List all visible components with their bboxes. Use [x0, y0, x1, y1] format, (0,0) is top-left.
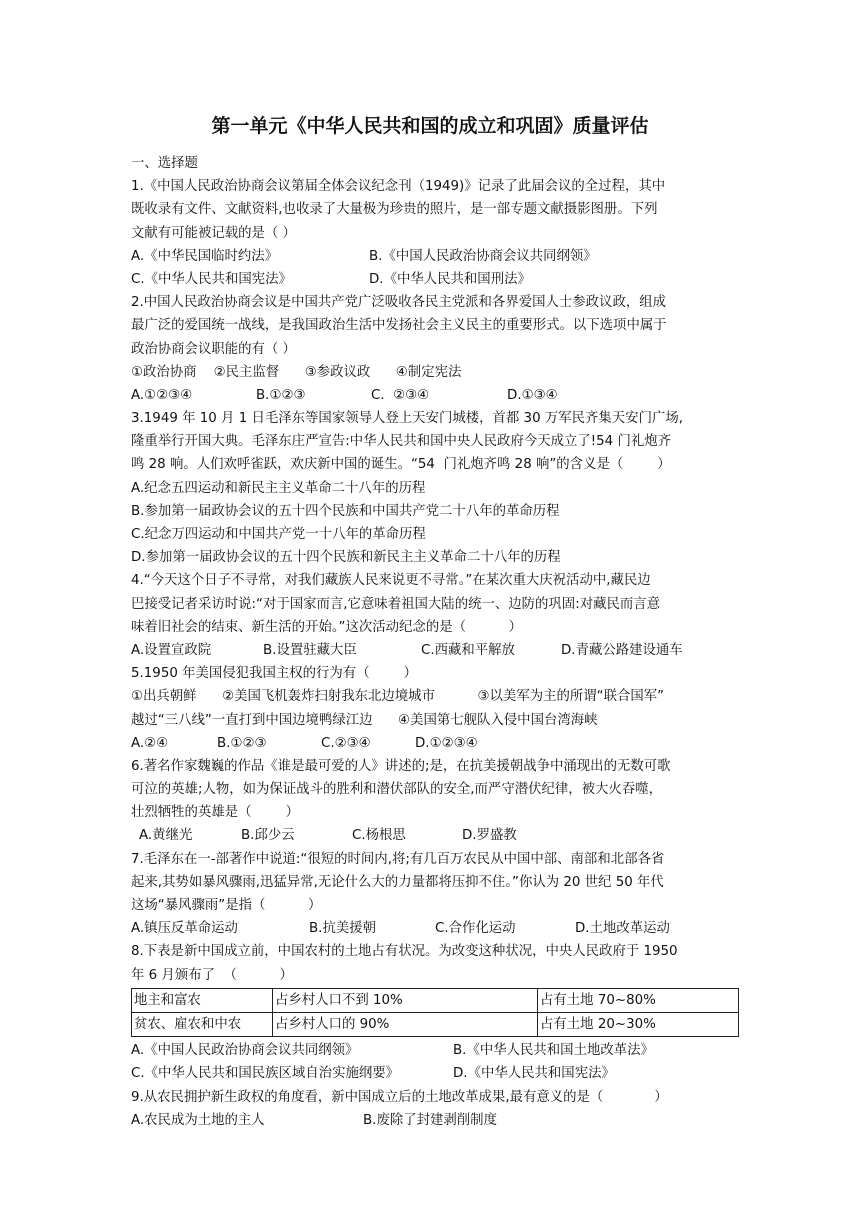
question-list: [131, 152, 739, 1132]
question-stem-line: 隆重举行开国大典。毛泽东庄严宣告:中华人民共和国中央人民政府今天成立了!54 门礼炮齐: [131, 434, 672, 450]
question-stem-line: 6.著名作家魏巍的作品《谁是最可爱的人》讲述的;是，在抗美援朝战争中涌现出的无数可歌: [131, 758, 671, 774]
option-a: A.设置宣政院: [131, 642, 212, 658]
option-d: D.①③④: [507, 387, 558, 403]
option-a: A.黄继光: [139, 828, 193, 844]
question-stem-line: 可泣的英雄;人物，如为保证战斗的胜利和潜伏部队的安全,而严守潜伏纪律，被大火吞噬，: [131, 782, 662, 798]
question-stem-line: 既收录有文件、文献资料,也收录了大量极为珍贵的照片，是一部专题文献摄影图册。下列: [131, 202, 658, 218]
option-c: C.②③④: [321, 735, 371, 751]
question-stem-line: 1.《中国人民政治协商会议第届全体会议纪念刊（1949)》记录了此届会议的全过程，其中: [131, 179, 666, 195]
option-row: [131, 268, 739, 291]
table-cell: 占有土地 70~80%: [538, 988, 739, 1012]
question-stem-line: 壮烈牺牲的英雄是（ ）: [131, 805, 299, 821]
question-9: [131, 1086, 739, 1132]
table-cell: 占乡村人口不到 10%: [273, 988, 538, 1012]
question-stem-line: 文献有可能被记载的是（ ）: [131, 225, 296, 241]
option-d: D.罗盛教: [462, 828, 517, 844]
question-3: [131, 407, 739, 569]
option-c: C.《中华人民共和国民族区域自治实施纲要》: [131, 1066, 400, 1082]
option-row: [131, 732, 739, 755]
question-stem-line: 这场“暴风骤雨”是指（ ）: [131, 898, 322, 913]
option-b: B.①②③: [217, 735, 267, 751]
question-stem-line: 最广泛的爱国统一战线，是我国政治生活中发扬社会主义民主的重要形式。以下选项中属于: [131, 318, 667, 334]
option-row: [131, 1062, 739, 1085]
question-2: [131, 291, 739, 407]
section-heading: 一、选择题: [131, 156, 198, 171]
option-b: B.《中华人民共和国土地改革法》: [453, 1043, 654, 1059]
question-stem-line: 政治协商会议职能的有（ ）: [131, 341, 296, 357]
option-a: A.《中华民国临时约法》: [131, 248, 279, 264]
question-stem-line: 起来,其势如暴风骤雨,迅猛异常,无论什么大的力量都将压抑不住。”你认为 20 世纪 50 年代: [131, 874, 664, 890]
question-5: [131, 662, 739, 755]
question-items: 越过“三八线”一直打到中国边境鸭绿江边 ④美国第七舰队入侵中国台湾海峡: [131, 712, 598, 728]
option-a: A.《中国人民政治协商会议共同纲领》: [131, 1043, 359, 1059]
table-cell: 贫农、雇农和中农: [132, 1012, 273, 1036]
option-b: B.参加第一届政协会议的五十四个民族和中国共产党二十八年的革命历程: [131, 503, 560, 519]
question-stem-line: 巴接受记者采访时说:“对于国家而言,它意味着祖国大陆的统一、边防的巩固:对藏民而言意: [131, 596, 661, 612]
question-items: ①政治协商 ②民主监督 ③参政议政 ④制定宪法: [131, 364, 462, 380]
option-b: B.《中国人民政治协商会议共同纲领》: [369, 248, 597, 264]
option-b: B.设置驻藏大臣: [263, 642, 357, 658]
option-c: C. ②③④: [371, 387, 430, 403]
page-title: 第一单元《中华人民共和国的成立和巩固》质量评估: [211, 115, 649, 137]
option-row: [131, 384, 739, 407]
option-b: B.抗美援朝: [309, 921, 377, 937]
option-a: A.②④: [131, 735, 169, 751]
option-a: A.①②③④: [131, 387, 193, 403]
table-cell: 占有土地 20~30%: [538, 1012, 739, 1036]
option-d: D.参加第一届政协会议的五十四个民族和新民主主义革命二十八年的历程: [131, 550, 561, 566]
option-a: A.农民成为土地的主人: [131, 1112, 265, 1128]
question-stem-line: 味着旧社会的结束、新生活的开始。”这次活动纪念的是（ ）: [131, 619, 522, 635]
table-cell: 占乡村人口的 90%: [273, 1012, 538, 1036]
option-a: A.镇压反革命运动: [131, 921, 238, 937]
option-row: [131, 917, 739, 940]
table-cell: 地主和富农: [132, 988, 273, 1012]
option-c: C.纪念万四运动和中国共产党一十八年的革命历程: [131, 527, 426, 542]
option-d: D.土地改革运动: [575, 921, 670, 937]
question-7: [131, 848, 739, 941]
option-c: C.西藏和平解放: [421, 642, 515, 658]
question-stem-line: 8.下表是新中国成立前，中国农村的土地占有状况。为改变这种状况，中央人民政府于 1950: [131, 944, 678, 960]
question-stem-line: 9.从农民拥护新生政权的角度看，新中国成立后的土地改革成果,最有意义的是（ ）: [131, 1089, 668, 1105]
option-row: [131, 1039, 739, 1062]
option-d: D.①②③④: [415, 735, 478, 751]
land-ownership-table: [131, 988, 739, 1037]
option-d: D.青藏公路建设通车: [561, 642, 683, 658]
option-c: C.《中华人民共和国宪法》: [131, 271, 292, 287]
question-4: [131, 569, 739, 662]
question-items: ①出兵朝鲜 ②美国飞机轰炸扫射我东北边境城市 ③以美军为主的所谓“联合国军”: [131, 689, 665, 705]
table-row: [132, 1012, 739, 1036]
question-stem-line: 年 6 月颁布了 （ ）: [131, 967, 293, 983]
option-b: B.①②③: [256, 387, 306, 403]
option-b: B.废除了封建剥削制度: [363, 1112, 497, 1128]
question-8: [131, 940, 739, 1085]
option-a: A.纪念五四运动和新民主主义革命二十八年的历程: [131, 480, 426, 496]
option-c: C.合作化运动: [435, 921, 516, 937]
question-stem-line: 4.“今天这个日子不寻常，对我们藏族人民来说更不寻常。”在某次重大庆祝活动中,藏民边: [131, 573, 651, 589]
table-row: [132, 988, 739, 1012]
question-6: [131, 755, 739, 848]
option-d: D.《中华人民共和国刑法》: [369, 271, 531, 287]
option-b: B.邱少云: [241, 828, 295, 844]
question-1: [131, 175, 739, 291]
option-row: [131, 1109, 739, 1132]
option-row: [131, 245, 739, 268]
question-stem-line: 鸣 28 响。人们欢呼雀跃，欢庆新中国的诞生。“54 门礼炮齐鸣 28 响”的含义是（ ）: [131, 457, 671, 473]
option-d: D.《中华人民共和国宪法》: [453, 1066, 615, 1082]
question-stem-line: 5.1950 年美国侵犯我国主权的行为有（ ）: [131, 666, 418, 682]
option-row: [131, 824, 739, 847]
question-stem-line: 2.中国人民政治协商会议是中国共产党广泛吸收各民主党派和各界爱国人士参政议政，组成: [131, 295, 667, 311]
question-stem-line: 7.毛泽东在一-部著作中说道:“很短的时间内,将;有几百万农民从中国中部、南部和北部各省: [131, 851, 665, 867]
question-stem-line: 3.1949 年 10 月 1 日毛泽东等国家领导人登上天安门城楼，首都 30 万军民齐集天安门广场,: [131, 411, 684, 427]
option-row: [131, 639, 739, 662]
option-c: C.杨根思: [352, 828, 406, 844]
